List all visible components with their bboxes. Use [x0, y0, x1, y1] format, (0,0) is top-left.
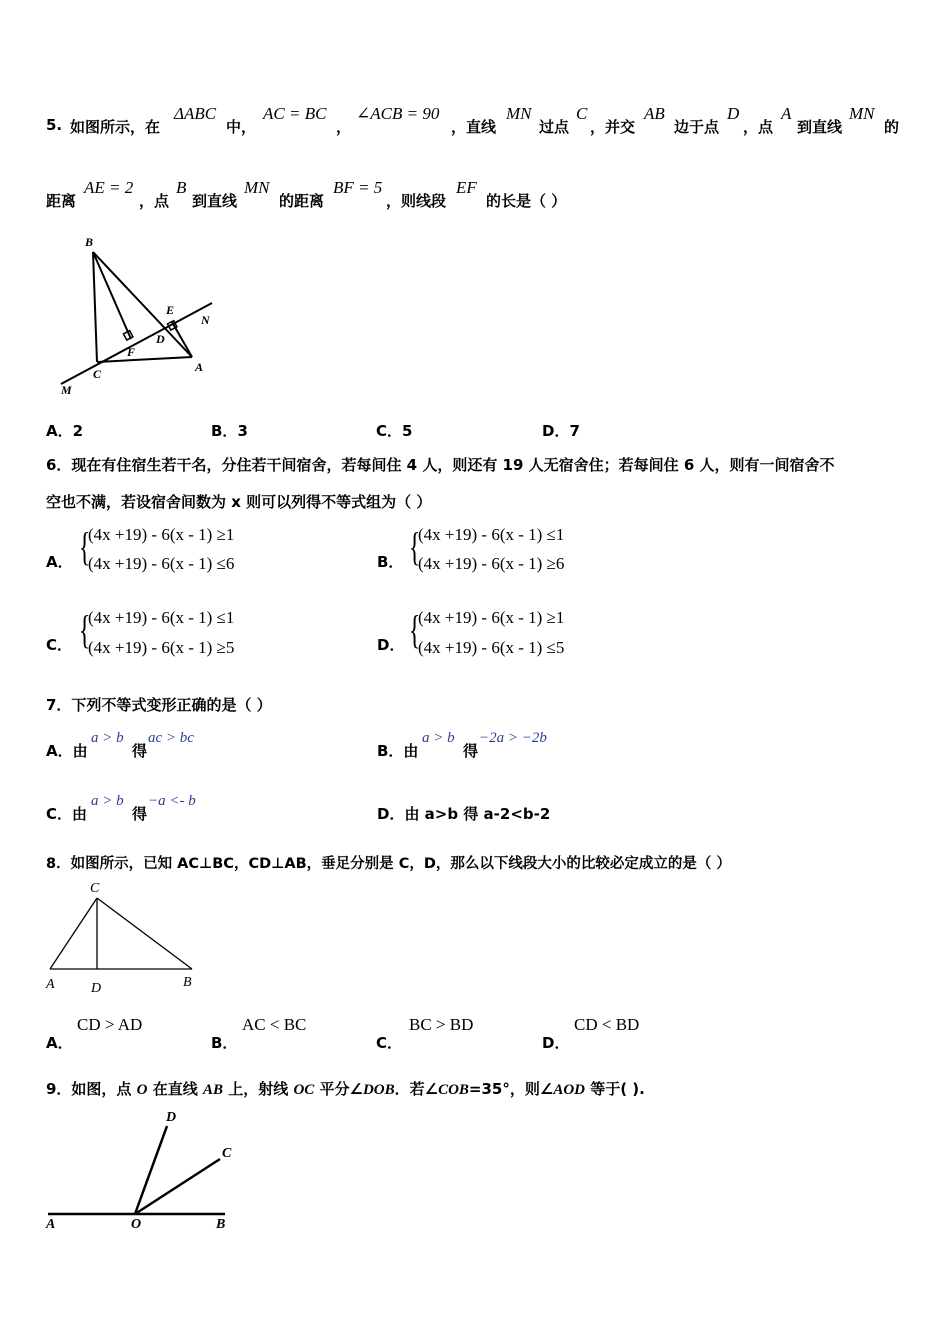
q9-figure: [40, 1104, 250, 1234]
q9-label-o: O: [131, 1217, 142, 1232]
q6-option-d-row-2: (4x +19) - 6(x - 1) ≤5: [418, 638, 565, 657]
q8-option-a[interactable]: A． CD > AD: [46, 1015, 143, 1052]
q6-option-c-row-1: (4x +19) - 6(x - 1) ≤1: [88, 608, 235, 627]
q7-stem: 7．下列不等式变形正确的是（ ）: [46, 696, 272, 714]
q8-option-b[interactable]: B． AC < BC: [211, 1015, 307, 1052]
q6-option-d-row-1: (4x +19) - 6(x - 1) ≥1: [418, 608, 565, 627]
q5-figure: [55, 232, 225, 402]
q8-option-c[interactable]: C． BC > BD: [376, 1015, 474, 1052]
q8-figure: [40, 876, 210, 998]
q6-option-a-brace: {: [78, 524, 91, 569]
q5-label-n: N: [201, 313, 210, 327]
q6-option-d-label[interactable]: D．: [377, 636, 405, 654]
q8-stem: 8．如图所示，已知 AC⊥BC，CD⊥AB，垂足分别是 C，D，那么以下线段大小的比较必定成立的是（ ）: [46, 856, 731, 872]
q5-option-b[interactable]: B．3: [211, 422, 248, 440]
q7-option-d[interactable]: D．由 a>b 得 a-2<b-2: [377, 805, 551, 823]
q6-option-a-label[interactable]: A．: [46, 553, 73, 571]
q8-label-d: D: [91, 981, 102, 996]
q8-option-d[interactable]: D． CD < BD: [542, 1015, 640, 1052]
q6-option-b-brace: {: [408, 524, 421, 569]
q6-option-c-brace: {: [78, 607, 91, 652]
q5-option-d[interactable]: D．7: [542, 422, 580, 440]
q9-label-c: C: [222, 1146, 232, 1161]
q5-label-c: C: [93, 367, 102, 381]
q5-label-e: E: [166, 303, 175, 317]
q5-label-f: F: [127, 345, 136, 359]
q5-label-m: M: [61, 383, 72, 397]
q5-label-b: B: [85, 235, 94, 249]
q8-label-a: A: [46, 977, 55, 992]
q5-label-d: D: [156, 332, 165, 346]
q9-label-d: D: [166, 1110, 177, 1125]
q9-label-b: B: [216, 1217, 226, 1232]
q6-option-d-brace: {: [408, 607, 421, 652]
q6-stem-line-1: 6．现在有住宿生若干名，分住若干间宿舍，若每间住 4 人，则还有 19 人无宿舍住；若每间住 6 人，则有一间宿舍不: [46, 456, 835, 474]
q6-stem-line-2: 空也不满，若设宿舍间数为 x 则可以列得不等式组为（ ）: [46, 493, 432, 511]
q6-option-a-row-2: (4x +19) - 6(x - 1) ≤6: [88, 554, 235, 573]
q6-option-b-row-1: (4x +19) - 6(x - 1) ≤1: [418, 525, 565, 544]
q8-label-b: B: [183, 975, 192, 990]
q9-stem: 9．如图，点 O 在直线 AB 上，射线 OC 平分∠DOB．若∠COB=35°，则∠AOD 等于( ).: [46, 1080, 645, 1098]
q9-label-a: A: [46, 1217, 56, 1232]
q5-option-a[interactable]: A．2: [46, 422, 84, 440]
q6-option-b-row-2: (4x +19) - 6(x - 1) ≥6: [418, 554, 565, 573]
q8-label-c: C: [90, 881, 100, 896]
q5-label-a: A: [195, 360, 204, 374]
q6-option-b-label[interactable]: B．: [377, 553, 404, 571]
q6-option-c-row-2: (4x +19) - 6(x - 1) ≥5: [88, 638, 235, 657]
q6-option-a-row-1: (4x +19) - 6(x - 1) ≥1: [88, 525, 235, 544]
q6-option-c-label[interactable]: C．: [46, 636, 73, 654]
q5-option-c[interactable]: C．5: [376, 422, 413, 440]
